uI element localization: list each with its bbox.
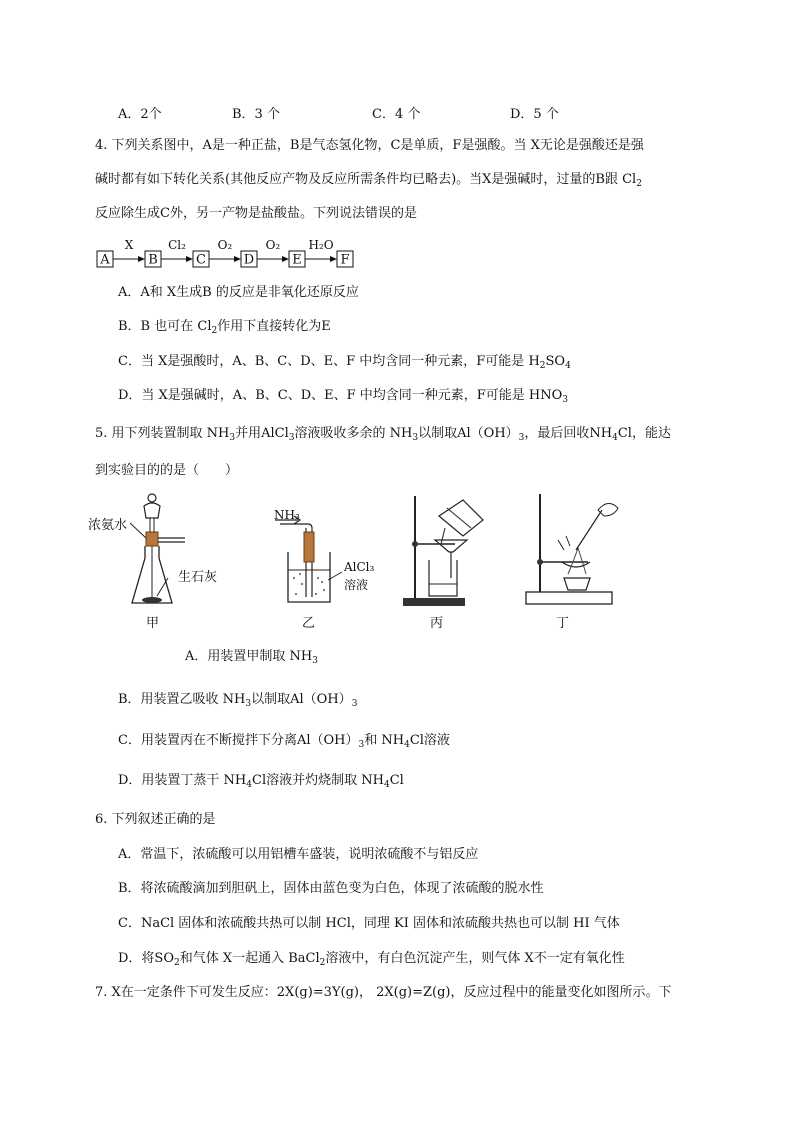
chain-box-label: C: [196, 252, 206, 268]
q4-option-d[interactable]: D．当 X是强碱时，A、B、C、D、E、F 中均含同一种元素，F可能是 $HNO_3$: [118, 388, 569, 405]
label-jia: 甲: [146, 616, 160, 631]
label-quicklime: 生石灰: [178, 570, 218, 585]
chain-arrow-label: H₂O: [308, 238, 334, 252]
chain-box-label: E: [292, 252, 302, 268]
q6-option-a[interactable]: A．常温下，浓硫酸可以用铝槽车盛装，说明浓硫酸不与铝反应: [118, 847, 479, 862]
q3-option-a[interactable]: A．2个: [118, 107, 162, 122]
apparatus-ding-evaporation: [518, 488, 628, 613]
q5-stem-line2: 到实验目的的是（ ）: [95, 463, 239, 478]
q4-option-c[interactable]: C．当 X是强酸时，A、B、C、D、E、F 中均含同一种元素，F可能是 $H_2SO_4$: [118, 354, 571, 371]
chain-box-label: B: [148, 252, 158, 268]
q3-option-d[interactable]: D．5 个: [510, 107, 559, 122]
q5-option-d[interactable]: D．用装置丁蒸干 $NH_4Cl$溶液并灼烧制取 $NH_4Cl$: [118, 773, 404, 790]
apparatus-jia-flask: [90, 488, 210, 618]
q4-stem-line3: 反应除生成C外，另一产物是盐酸盐。下列说法错误的是: [95, 206, 417, 221]
q5-option-a[interactable]: A．用装置甲制取 $NH_3$: [185, 649, 318, 666]
q7-stem: 7. X在一定条件下可发生反应：2X(g)=3Y(g)， 2X(g)=Z(g)，反应过程中的能量变化如图所示。下: [95, 985, 672, 1000]
q3-options: [0, 103, 794, 121]
label-alcl3: AlCl₃: [344, 560, 375, 574]
chain-box-label: D: [243, 252, 255, 268]
chain-arrow-label: Cl₂: [168, 238, 186, 252]
q4-stem-line1: 4. 下列关系图中，A是一种正盐，B是气态氢化物，C是单质，F是强酸。当 X无论是强酸还是强: [95, 138, 644, 153]
q6-stem: 6. 下列叙述正确的是: [95, 812, 216, 827]
q3-option-c[interactable]: C．4 个: [372, 107, 421, 122]
q6-option-b[interactable]: B．将浓硫酸滴加到胆矾上，固体由蓝色变为白色，体现了浓硫酸的脱水性: [118, 881, 544, 896]
q4-stem-line2: 碱时都有如下转化关系(其他反应产物及反应所需条件均已略去)。当X是强碱时，过量的B跟 $Cl_2$: [95, 172, 642, 189]
label-concentrated-ammonia: 浓氨水: [88, 518, 128, 533]
q5-option-c[interactable]: C．用装置丙在不断搅拌下分离$Al(OH)_3$和 $NH_4Cl$溶液: [118, 733, 450, 750]
chain-arrow-label: X: [124, 238, 134, 252]
chain-arrow-label: O₂: [217, 238, 233, 252]
q5-apparatus-figures: [90, 488, 630, 638]
label-nh3-gas: NH₃: [274, 508, 300, 522]
q4-option-a[interactable]: A．A和 X生成B 的反应是非氧化还原反应: [118, 285, 359, 300]
conversion-chain-diagram: [95, 237, 375, 271]
chain-box-label: F: [340, 252, 350, 268]
label-ding: 丁: [556, 616, 570, 631]
q6-option-c[interactable]: C．NaCl 固体和浓硫酸共热可以制 HCl，同理 KI 固体和浓硫酸共热也可以制 HI 气体: [118, 916, 620, 931]
label-yi: 乙: [302, 616, 316, 631]
chain-box-label: A: [100, 252, 110, 268]
chain-arrow-label: O₂: [265, 238, 281, 252]
apparatus-bing-filtration: [395, 488, 505, 613]
label-bing: 丙: [430, 616, 444, 631]
q4-option-b[interactable]: B．B 也可在 $Cl_2$作用下直接转化为E: [118, 319, 331, 336]
label-solution: 溶液: [344, 578, 369, 592]
q6-option-d[interactable]: D．将$SO_2$和气体 X一起通入 BaCl$_2$溶液中，有白色沉淀产生，则气体 X不一定有氧化性: [118, 951, 625, 968]
q5-option-b[interactable]: B．用装置乙吸收 $NH_3$以制取$Al(OH)_3$: [118, 692, 358, 709]
q5-stem-line1: 5. 用下列装置制取 $NH_3$并用AlCl$_3$溶液吸收多余的 $NH_3$以制取$Al(OH)_3$，最后回收$NH_4Cl$，能达: [95, 426, 671, 443]
q3-option-b[interactable]: B．3 个: [232, 107, 280, 122]
